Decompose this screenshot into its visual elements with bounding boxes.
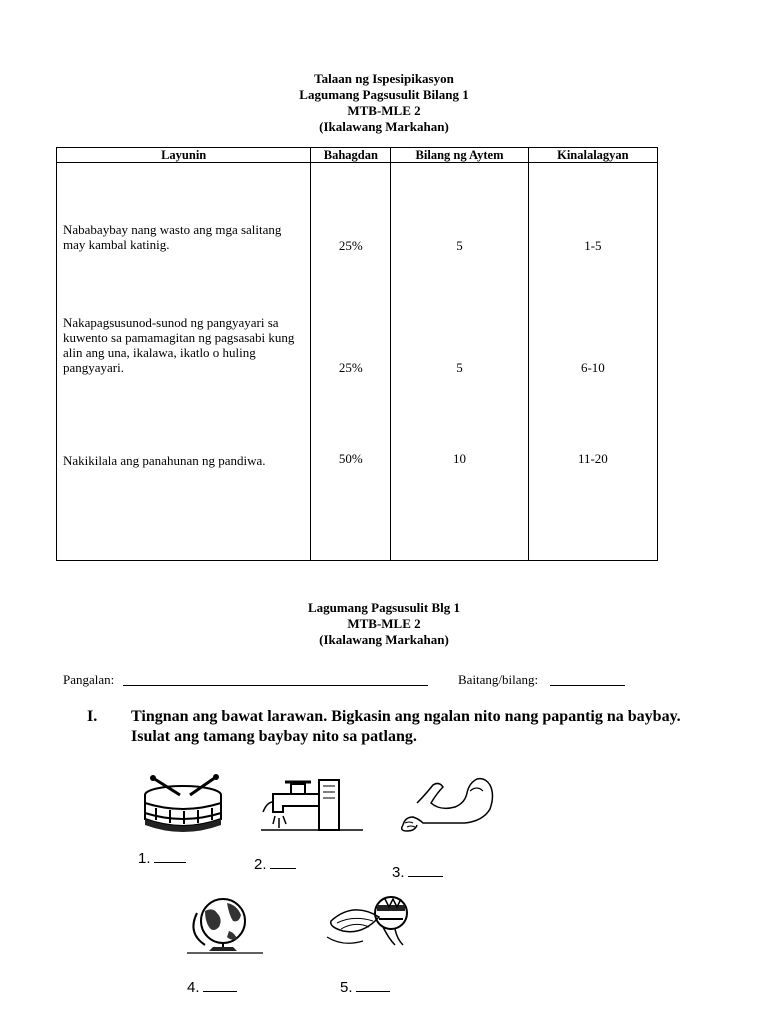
table-row-1-layunin: Nababaybay nang wasto ang mga salitang may kambal katinig. <box>63 222 282 252</box>
arm-muscle-icon <box>395 773 505 835</box>
test-quarter: (Ikalawang Markahan) <box>319 632 449 647</box>
table-row-3-bahagdan: 50% <box>338 451 363 466</box>
table-body-row <box>57 163 658 561</box>
answer-item-5 <box>340 979 390 996</box>
table-row-3-kinalalagyan: 11-20 <box>577 451 608 466</box>
instruction-text: Tingnan ang bawat larawan. Bigkasin ang ngalan nito nang papantig na baybay. Isulat ang tamang baybay nito sa patlang. <box>131 708 681 745</box>
answer-blank-3[interactable] <box>408 864 443 877</box>
answer-item-1 <box>138 850 186 867</box>
item-number: 4. <box>187 979 200 996</box>
table-row-1-kinalalagyan: 1-5 <box>584 238 602 253</box>
section-number: I. <box>87 708 98 725</box>
table-row-3-bilang: 10 <box>453 451 467 466</box>
item-number: 2. <box>254 856 267 873</box>
test-header <box>0 600 768 648</box>
test-subject: MTB-MLE 2 <box>347 616 421 631</box>
answer-blank-4[interactable] <box>203 979 237 992</box>
column-header-kinalalagyan: Kinalalagyan <box>528 148 657 163</box>
answer-blank-1[interactable] <box>154 850 186 863</box>
answer-blank-2[interactable] <box>270 856 296 869</box>
faucet-icon <box>253 772 368 834</box>
column-header-bilang: Bilang ng Aytem <box>391 148 528 163</box>
item-number: 3. <box>392 864 405 881</box>
ball-in-net-icon <box>323 891 423 953</box>
answer-item-2 <box>254 856 296 873</box>
table-row-1-bilang: 5 <box>456 238 463 253</box>
item-number: 5. <box>340 979 353 996</box>
answer-blank-5[interactable] <box>356 979 390 992</box>
column-header-bahagdan: Bahagdan <box>311 148 391 163</box>
spec-title: Talaan ng Ispesipikasyon <box>314 71 454 86</box>
table-row-2-bilang: 5 <box>456 360 463 375</box>
grade-label: Baitang/bilang: <box>458 672 539 687</box>
bilang-cell <box>391 163 528 561</box>
answer-item-4 <box>187 979 237 996</box>
table-row-2-kinalalagyan: 6-10 <box>580 360 605 375</box>
table-header-row <box>57 148 658 163</box>
spec-subtitle: Lagumang Pagsusulit Bilang 1 <box>299 87 469 102</box>
table-row-3-layunin: Nakikilala ang panahunan ng pandiwa. <box>63 453 266 468</box>
globe-icon <box>183 893 268 955</box>
spec-quarter: (Ikalawang Markahan) <box>319 119 449 134</box>
spec-subject: MTB-MLE 2 <box>347 103 421 118</box>
name-field[interactable] <box>123 685 428 686</box>
table-row-1-bahagdan: 25% <box>338 238 363 253</box>
drum-icon <box>128 773 238 835</box>
item-number: 1. <box>138 850 151 867</box>
specification-table <box>56 147 658 561</box>
grade-field[interactable] <box>550 685 625 686</box>
column-header-layunin: Layunin <box>57 148 311 163</box>
kinalalagyan-cell <box>528 163 657 561</box>
table-row-2-bahagdan: 25% <box>338 360 363 375</box>
layunin-cell <box>57 163 311 561</box>
name-label: Pangalan: <box>63 672 115 687</box>
test-title: Lagumang Pagsusulit Blg 1 <box>307 600 461 615</box>
spec-header <box>0 71 768 135</box>
table-row-2-layunin: Nakapagsusunod-sunod ng pangyayari sa kuwento sa pamamagitan ng pagsasabi kung alin ang una, ikalawa, ikatlo o huling pangyayari. <box>63 315 295 375</box>
bahagdan-cell <box>311 163 391 561</box>
answer-item-3 <box>392 864 443 881</box>
